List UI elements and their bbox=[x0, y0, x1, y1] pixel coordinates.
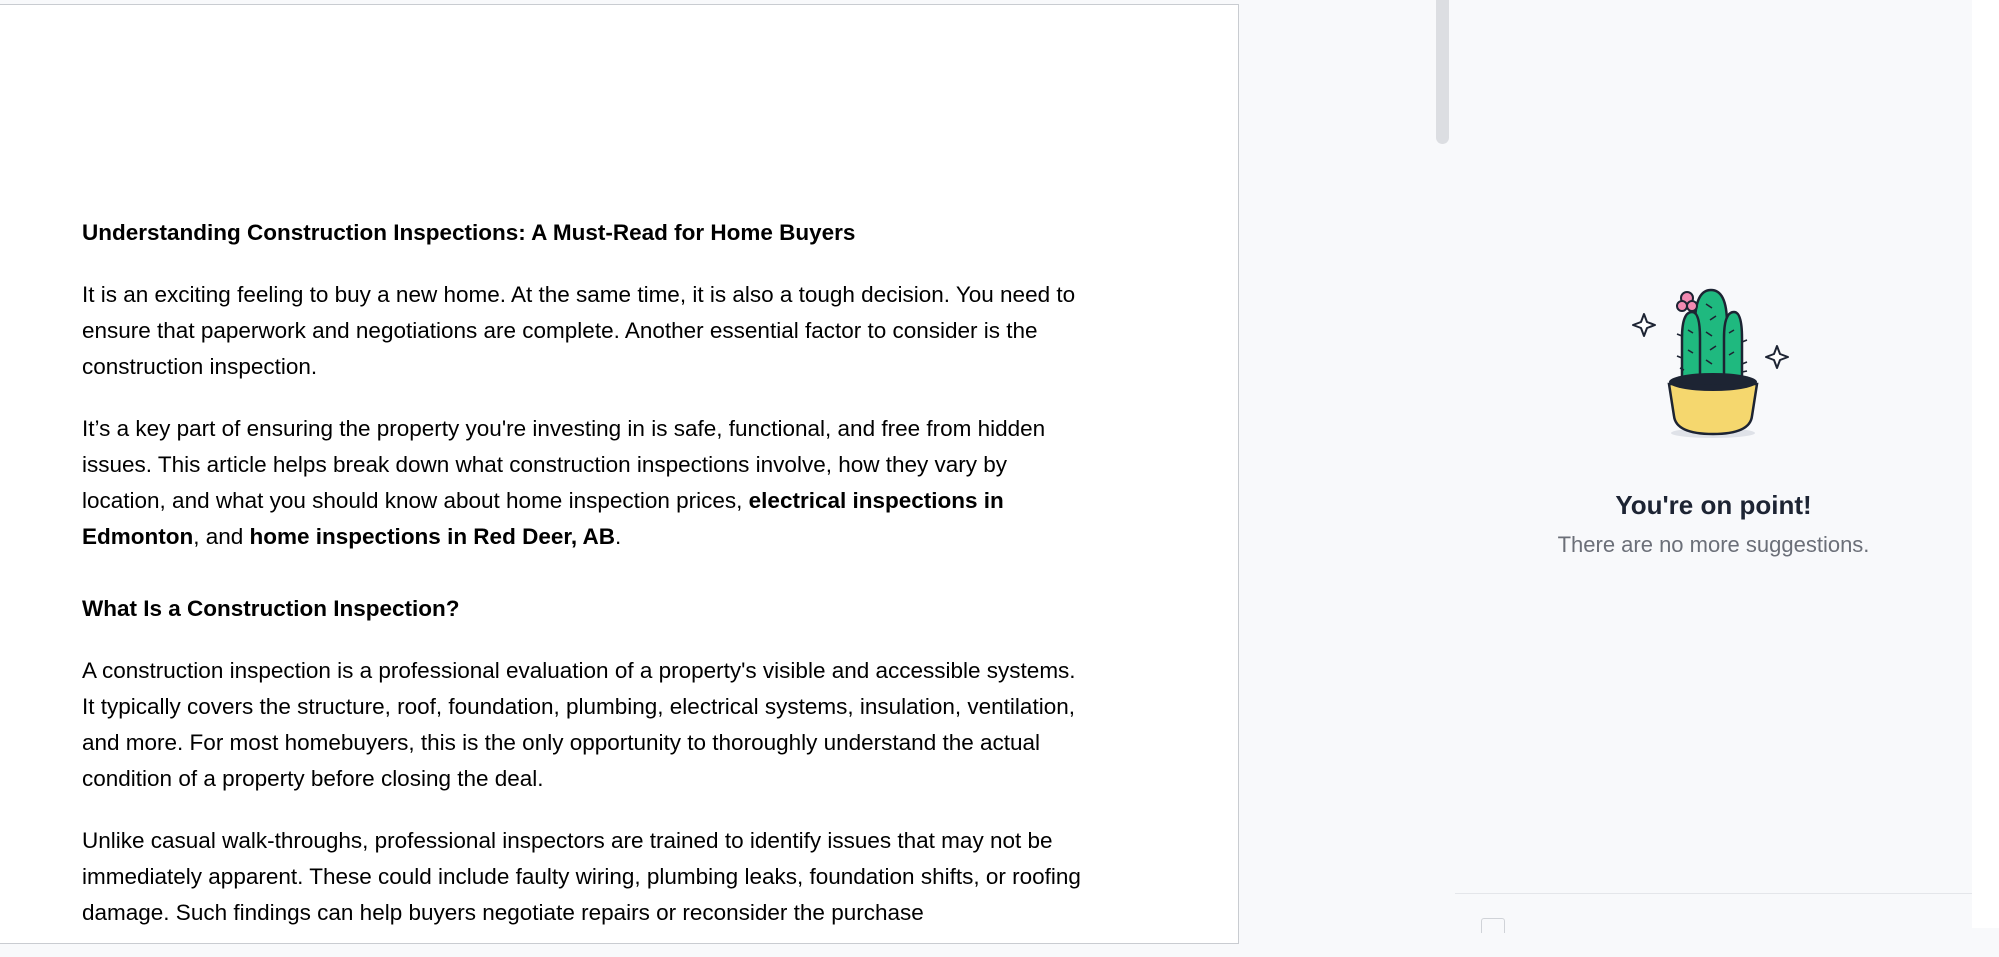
sparkle-right-icon bbox=[1766, 346, 1788, 368]
suggestions-panel bbox=[1455, 0, 1972, 928]
section-heading: What Is a Construction Inspection? bbox=[82, 596, 460, 621]
panel-subtitle: There are no more suggestions. bbox=[1557, 532, 1870, 557]
paragraph-definition: A construction inspection is a professional evaluation of a property's visible and accessible systems. It typically covers the structure, roof, foundation, plumbing, electrical systems, insulation, ventilation, and more. For most homebuyers, this is the only opportunity to thoroughly understand the actual condition of a property before closing the deal. bbox=[82, 658, 1076, 791]
panel-footer bbox=[1455, 893, 1972, 929]
panel-title: You're on point! bbox=[1615, 490, 1812, 520]
paragraph-key-part bbox=[82, 411, 1082, 555]
footer-icon[interactable] bbox=[1481, 918, 1505, 933]
cactus-illustration bbox=[1630, 276, 1796, 444]
paragraph-intro: It is an exciting feeling to buy a new home. At the same time, it is also a tough decision. You need to ensure that paperwork and negotiations are complete. Another essential factor to consider is the construction inspection. bbox=[82, 282, 1076, 379]
paragraph-walkthroughs: Unlike casual walk-throughs, professional inspectors are trained to identify issues that may not be immediately apparent. These could include faulty wiring, plumbing leaks, foundation shifts, or roofing damage. Such findings can help buyers negotiate repairs or reconsider the purchase bbox=[82, 828, 1081, 925]
document-page[interactable] bbox=[0, 4, 1239, 944]
scrollbar-thumb[interactable] bbox=[1436, 0, 1449, 144]
paragraph-text: , and bbox=[193, 524, 250, 549]
document-content[interactable] bbox=[82, 215, 1082, 957]
page-gutter bbox=[1239, 0, 1455, 928]
document-title: Understanding Construction Inspections: A Must-Read for Home Buyers bbox=[82, 220, 856, 245]
paragraph-text: It’s a key part of ensuring the property you're investing in is safe, functional, and free from hidden issues. This article helps break down what construction inspections involve, how they vary by location, and what you should know about home inspection prices, bbox=[82, 416, 1046, 513]
sparkle-left-icon bbox=[1633, 314, 1655, 336]
bold-phrase-red-deer: home inspections in Red Deer, AB bbox=[249, 524, 616, 549]
bold-phrase-edmonton: electrical inspections in Edmonton bbox=[82, 488, 1004, 549]
paragraph-text: . bbox=[615, 524, 622, 549]
window-edge bbox=[1972, 0, 1999, 928]
